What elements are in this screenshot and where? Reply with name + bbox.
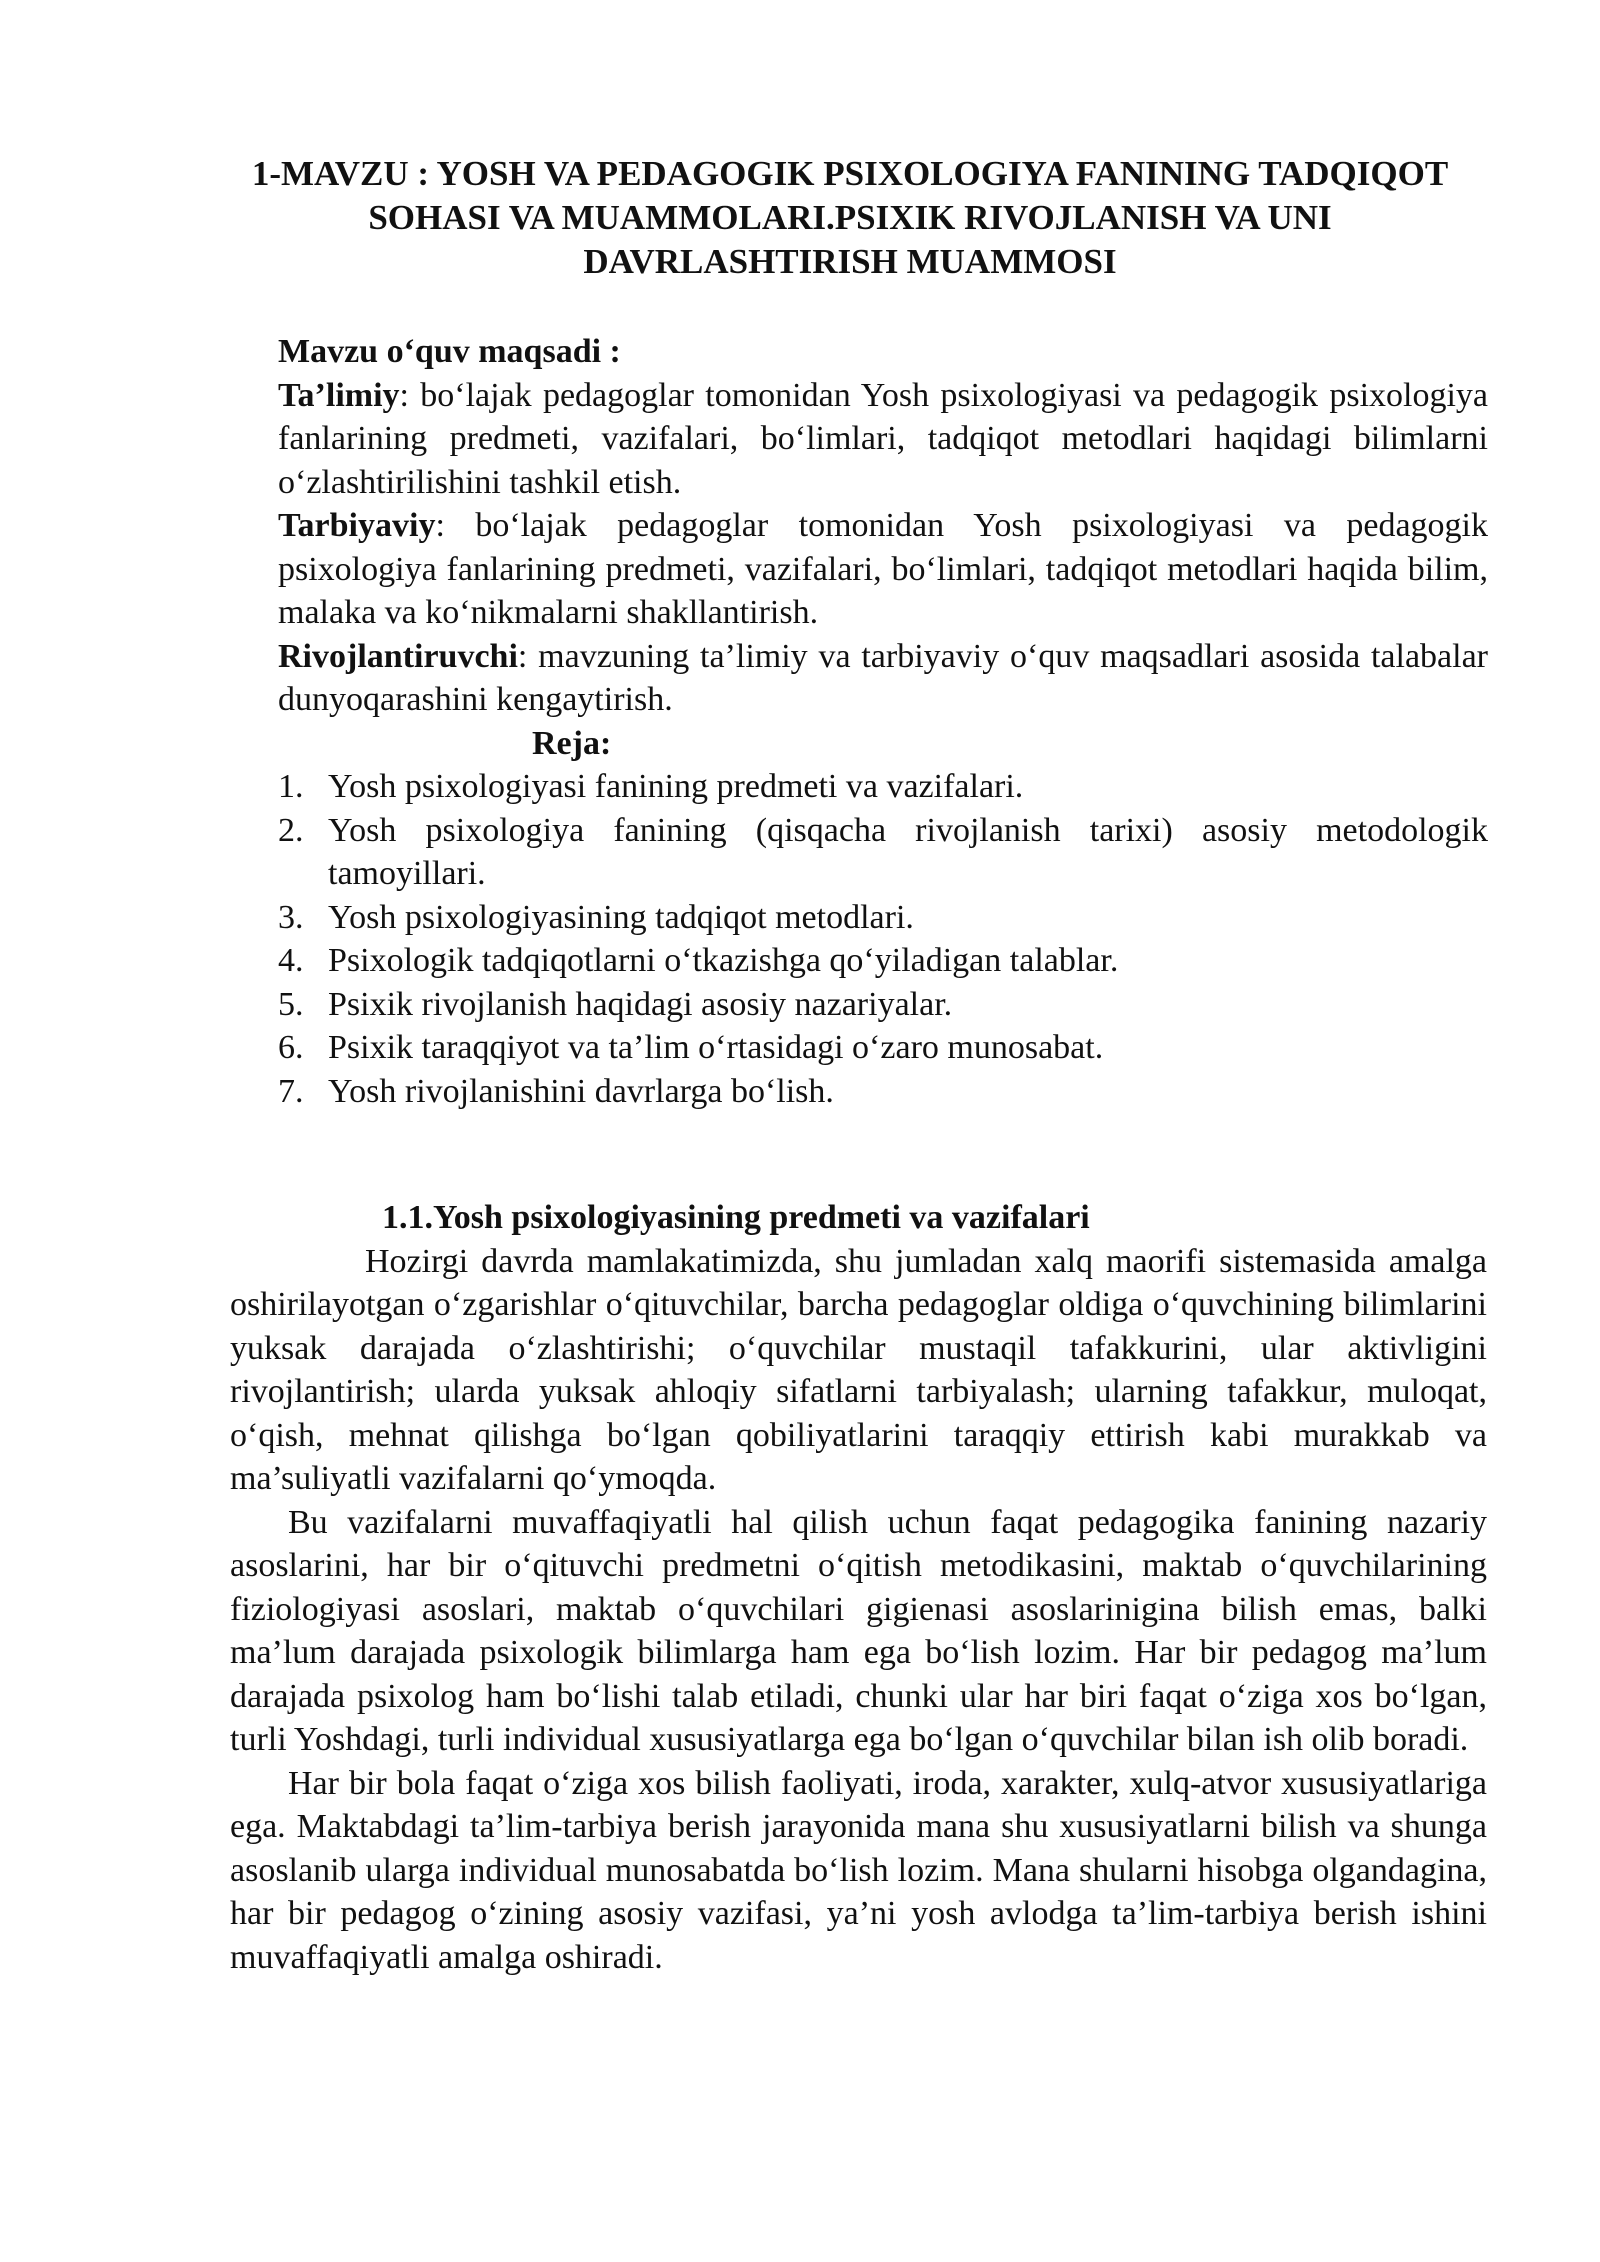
section-paragraph: Har bir bola faqat o‘ziga xos bilish faoliyati, iroda, xarakter, xulq-atvor xususiyatlariga ega. Maktabdagi ta’lim-tarbiya berish jarayonida mana shu xususiyatlarni bilish va shunga asoslanib ularga individual munosabatda bo‘lish lozim. Mana shularni hisobga olgandagina, har bir pedagog o‘zining asosiy vazifasi, ya’ni yosh avlodga ta’lim-tarbiya berish ishini muvaffaqiyatli amalga oshiradi. xyxy=(230,1764,1487,1976)
plan-item-text: Psixik rivojlanish haqidagi asosiy nazariyalar. xyxy=(328,985,953,1023)
section-paragraph: Hozirgi davrda mamlakatimizda, shu jumladan xalq maorifi sistemasida amalga oshirilayotgan o‘zgarishlar o‘qituvchilar, barcha pedagoglar oldiga o‘quvchining bilimlarini yuksak darajada o‘zlashtirishi; o‘quvchilar mustaqil tafakkurini, ular aktivligini rivojlantirish; ularda yuksak ahloqiy sifatlarni tarbiyalash; ularning tafakkur, muloqat, o‘qish, mehnat qilishga bo‘lgan qobiliyatlarini taraqqiy ettirish kabi murakkab va ma’suliyatli vazifalarni qo‘ymoqda. xyxy=(230,1242,1487,1497)
objective-text: : mavzuning ta’limiy va tarbiyaviy o‘quv maqsadlari asosida talabalar dunyoqarashini kengaytirish. xyxy=(278,637,1488,718)
plan-item-number: 6. xyxy=(278,1029,304,1066)
plan-item-number: 1. xyxy=(278,768,304,805)
objective-text: : bo‘lajak pedagoglar tomonidan Yosh psixologiyasi va pedagogik psixologiya fanlarining predmeti, vazifalari, bo‘limlari, tadqiqot metodlari haqidagi bilimlarni o‘zlashtirilishini tashkil etish. xyxy=(278,376,1488,501)
objective-label: Ta’limiy xyxy=(278,376,400,414)
objective-item xyxy=(278,504,1488,635)
plan-item-text: Psixik taraqqiyot va ta’lim o‘rtasidagi o‘zaro munosabat. xyxy=(328,1029,1104,1066)
plan-item xyxy=(278,896,1488,940)
plan-item-number: 7. xyxy=(278,1072,304,1110)
plan-item-number: 2. xyxy=(278,811,304,849)
plan-item xyxy=(278,765,1488,809)
plan-item-number: 4. xyxy=(278,942,304,979)
objective-item xyxy=(278,635,1488,722)
objective-text: : bo‘lajak pedagoglar tomonidan Yosh psixologiyasi va pedagogik psixologiya fanlarining predmeti, vazifalari, bo‘limlari, tadqiqot metodlari haqida bilim, malaka va ko‘nikmalarni shakllantirish. xyxy=(278,507,1488,631)
plan-item xyxy=(278,809,1488,896)
plan-item xyxy=(278,1026,1488,1070)
objectives-block xyxy=(278,330,1488,1113)
plan-list xyxy=(278,765,1488,1113)
plan-item-text: Yosh psixologiya fanining (qisqacha rivojlanish tarixi) asosiy metodologik tamoyillari. xyxy=(328,811,1488,892)
plan-item-text: Yosh psixologiyasi fanining predmeti va vazifalari. xyxy=(328,768,1024,805)
objectives-heading: Mavzu o‘quv maqsadi : xyxy=(278,333,621,370)
section-body xyxy=(230,1196,1487,1979)
plan-item-number: 3. xyxy=(278,898,304,936)
plan-item-text: Psixologik tadqiqotlarni o‘tkazishga qo‘yiladigan talablar. xyxy=(328,942,1119,979)
plan-item xyxy=(278,939,1488,983)
objective-label: Tarbiyaviy xyxy=(278,507,436,544)
objective-item xyxy=(278,374,1488,505)
plan-item xyxy=(278,983,1488,1027)
section-paragraph: Bu vazifalarni muvaffaqiyatli hal qilish uchun faqat pedagogika fanining nazariy asoslarini, har bir o‘qituvchi predmetni o‘qitish metodikasini, maktab o‘quvchilarining fiziologiyasi asoslari, maktab o‘quvchilari gigienasi asoslarinigina bilish emas, balki ma’lum darajada psixologik bilimlarga ham ega bo‘lish lozim. Har bir pedagog ma’lum darajada psixolog ham bo‘lishi talab etiladi, chunki ular har biri faqat o‘ziga xos bo‘lgan, turli Yoshdagi, turli individual xususiyatlarga ega bo‘lgan o‘quvchilar bilan ish olib boradi. xyxy=(230,1503,1487,1758)
plan-item-text: Yosh psixologiyasining tadqiqot metodlari. xyxy=(328,898,914,936)
objective-label: Rivojlantiruvchi xyxy=(278,637,518,675)
section-heading: 1.1.Yosh psixologiyasining predmeti va vazifalari xyxy=(382,1199,1090,1236)
plan-item-number: 5. xyxy=(278,985,304,1023)
plan-item xyxy=(278,1070,1488,1114)
document-title: 1-MAVZU : YOSH VA PEDAGOGIK PSIXOLOGIYA FANINING TADQIQOT SOHASI VA MUAMMOLARI.PSIXIK RIVOJLANISH VA UNI DAVRLASHTIRISH MUAMMOSI xyxy=(251,154,1449,281)
plan-item-text: Yosh rivojlanishini davrlarga bo‘lish. xyxy=(328,1072,834,1110)
plan-heading: Reja: xyxy=(532,724,612,762)
